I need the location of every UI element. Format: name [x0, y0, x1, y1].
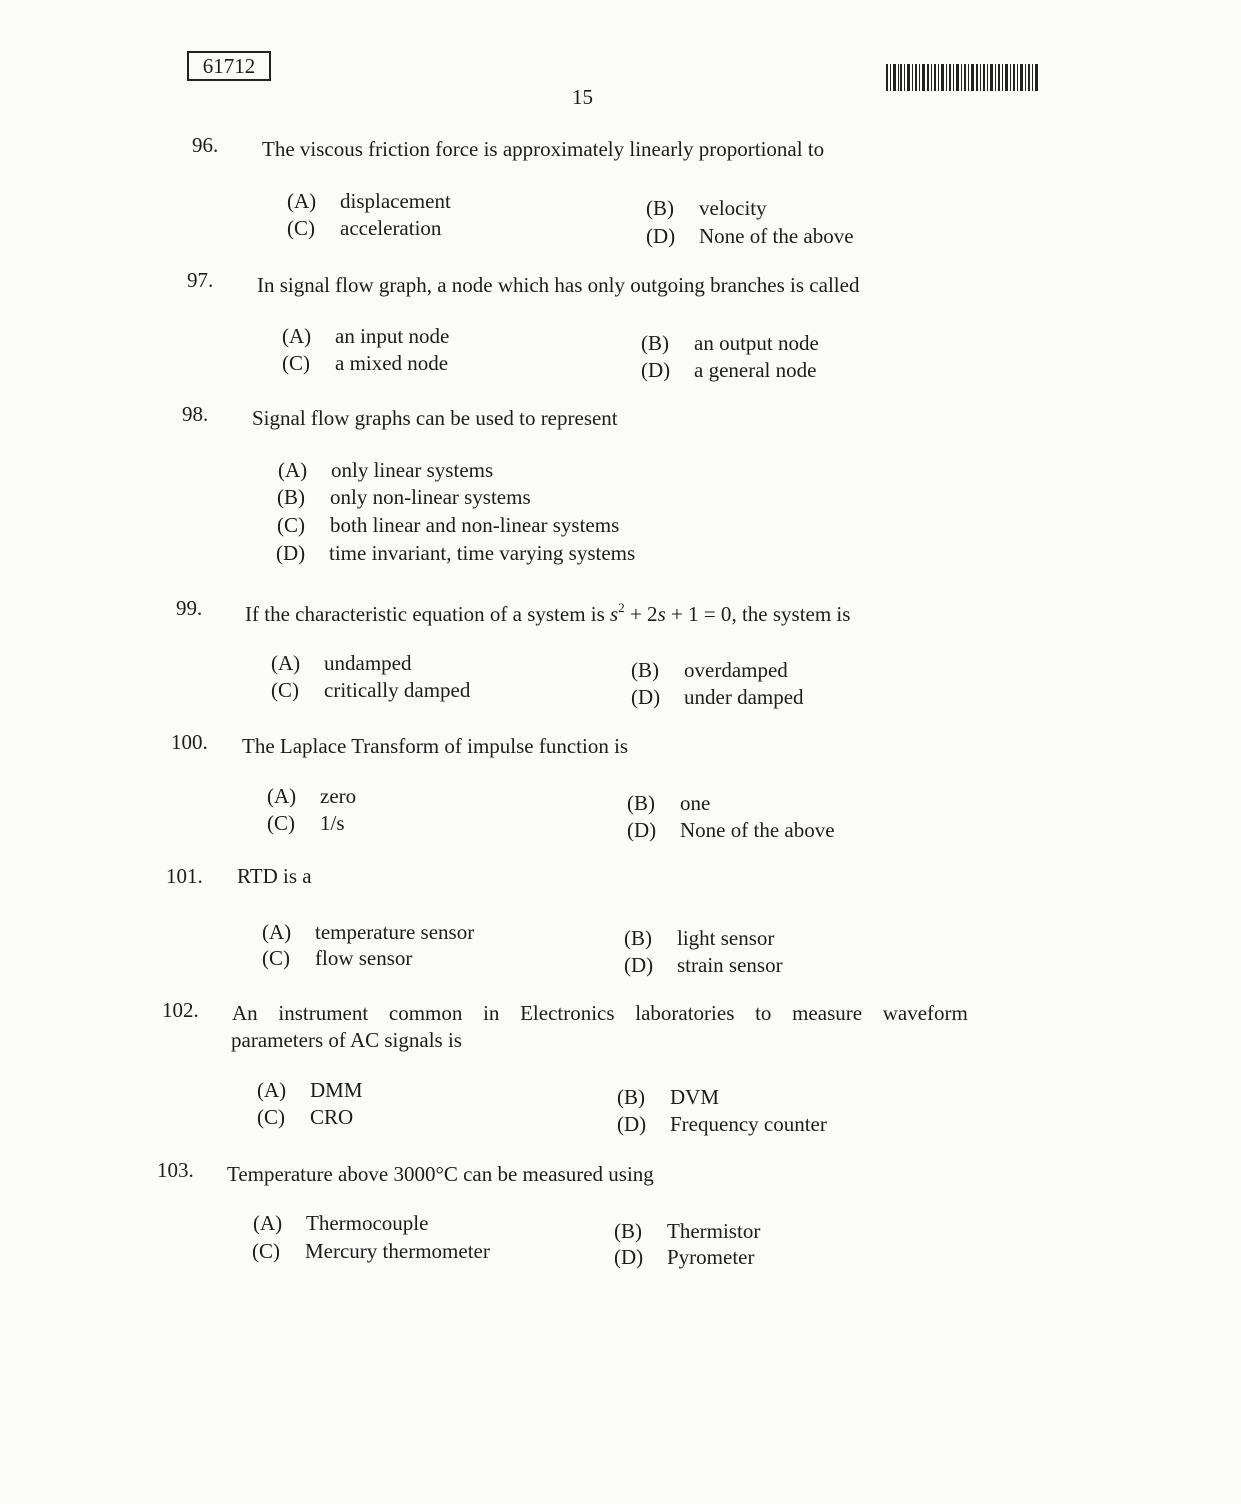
option-label: (A): [267, 784, 297, 808]
option-text: Pyrometer: [667, 1245, 755, 1269]
option-label: (A): [262, 920, 292, 944]
option-d: [646, 224, 854, 249]
option-text: Frequency counter: [670, 1112, 827, 1136]
option-a: [271, 651, 411, 676]
option-text: only non-linear systems: [330, 485, 531, 509]
option-a: [278, 458, 493, 483]
option-text: a mixed node: [335, 351, 449, 375]
characteristic-equation: $s^2 + 2s + 1 = 0$: [610, 600, 732, 626]
option-text: only linear systems: [331, 458, 494, 482]
question-text-start: If the characteristic equation of a system is: [245, 602, 605, 626]
option-d: [631, 685, 804, 710]
option-label: (B): [277, 485, 305, 509]
option-label: (B): [646, 196, 674, 220]
option-label: (C): [271, 678, 299, 702]
option-text: an input node: [335, 324, 450, 348]
option-b: [631, 658, 788, 683]
option-d: [614, 1245, 754, 1270]
option-a: [257, 1078, 363, 1103]
option-c: [252, 1239, 490, 1264]
option-c: [277, 513, 619, 538]
question-text: In signal flow graph, a node which has only outgoing branches is called: [257, 273, 860, 297]
option-text: Mercury thermometer: [305, 1239, 490, 1263]
option-a: [262, 920, 474, 945]
option-d: [641, 358, 816, 383]
question-text: The Laplace Transform of impulse function is: [242, 734, 629, 758]
option-text: None of the above: [680, 818, 835, 842]
option-label: (A): [257, 1078, 287, 1102]
option-b: [614, 1219, 760, 1244]
option-c: [257, 1105, 353, 1130]
option-label: (A): [253, 1211, 283, 1235]
option-text: Thermistor: [667, 1219, 761, 1243]
option-label: (A): [271, 651, 301, 675]
option-label: (C): [282, 351, 310, 375]
option-text: undamped: [324, 651, 412, 675]
option-text: a general node: [694, 358, 817, 382]
question-number: 101.: [166, 864, 203, 888]
question-number: 103.: [157, 1158, 194, 1182]
question-number: 96.: [192, 133, 219, 157]
option-text: Thermocouple: [306, 1211, 429, 1235]
option-label: (C): [257, 1105, 285, 1129]
option-label: (D): [276, 541, 306, 565]
question-text-end: , the system is: [731, 602, 851, 626]
option-a: [287, 189, 451, 214]
question-number: 102.: [162, 998, 199, 1022]
option-label: (C): [252, 1239, 280, 1263]
option-text: 1/s: [320, 811, 345, 835]
option-text: acceleration: [340, 216, 442, 240]
option-text: under damped: [684, 685, 804, 709]
option-c: [267, 811, 345, 836]
option-text: DMM: [310, 1078, 363, 1102]
option-text: None of the above: [699, 224, 854, 248]
option-label: (A): [282, 324, 312, 348]
question-text: The viscous friction force is approximately linearly proportional to: [262, 137, 825, 161]
question-number: 97.: [187, 268, 214, 292]
option-text: DVM: [670, 1085, 720, 1109]
page-number: 15: [572, 85, 593, 109]
option-label: (D): [631, 685, 661, 709]
question-text-line-2: parameters of AC signals is: [231, 1028, 462, 1052]
option-label: (D): [614, 1245, 644, 1269]
question-text: Signal flow graphs can be used to represent: [252, 406, 618, 430]
option-text: velocity: [699, 196, 767, 220]
question-text: RTD is a: [237, 864, 312, 888]
option-label: (D): [617, 1112, 647, 1136]
option-label: (D): [641, 358, 671, 382]
option-text: time invariant, time varying systems: [329, 541, 636, 565]
option-b: [646, 196, 767, 221]
option-label: (B): [627, 791, 655, 815]
option-text: both linear and non-linear systems: [330, 513, 620, 537]
question-number: 100.: [171, 730, 208, 754]
option-label: (B): [641, 331, 669, 355]
option-b: [624, 926, 774, 951]
option-text: overdamped: [684, 658, 788, 682]
option-text: temperature sensor: [315, 920, 475, 944]
option-b: [627, 791, 710, 816]
option-text: strain sensor: [677, 953, 783, 977]
option-text: critically damped: [324, 678, 471, 702]
option-a: [282, 324, 449, 349]
option-text: light sensor: [677, 926, 775, 950]
option-text: an output node: [694, 331, 819, 355]
option-text: displacement: [340, 189, 451, 213]
option-label: (A): [278, 458, 308, 482]
option-text: zero: [320, 784, 357, 808]
question-number: 98.: [182, 402, 209, 426]
option-b: [641, 331, 819, 356]
option-c: [282, 351, 448, 376]
option-label: (B): [614, 1219, 642, 1243]
question-number: 99.: [176, 596, 203, 620]
question-text: [245, 600, 850, 627]
option-c: [287, 216, 441, 241]
option-label: (D): [646, 224, 676, 248]
option-label: (B): [631, 658, 659, 682]
option-label: (D): [624, 953, 654, 977]
option-label: (C): [277, 513, 305, 537]
option-label: (C): [287, 216, 315, 240]
option-a: [253, 1211, 428, 1236]
option-label: (C): [262, 946, 290, 970]
option-text: one: [680, 791, 711, 815]
option-d: [627, 818, 835, 843]
option-b: [617, 1085, 719, 1110]
option-d: [624, 953, 783, 978]
question-paper-code: 61712: [187, 51, 271, 81]
option-label: (D): [627, 818, 657, 842]
option-c: [262, 946, 412, 971]
option-text: flow sensor: [315, 946, 413, 970]
option-label: (B): [624, 926, 652, 950]
option-label: (C): [267, 811, 295, 835]
option-d: [276, 541, 635, 566]
question-text-line-1: An instrument common in Electronics laboratories to measure waveform: [232, 1001, 968, 1025]
barcode: [886, 64, 1039, 91]
option-label: (A): [287, 189, 317, 213]
option-d: [617, 1112, 827, 1137]
option-text: CRO: [310, 1105, 354, 1129]
option-label: (B): [617, 1085, 645, 1109]
option-b: [277, 485, 531, 510]
question-text: Temperature above 3000°C can be measured using: [227, 1162, 654, 1186]
option-a: [267, 784, 356, 809]
option-c: [271, 678, 470, 703]
